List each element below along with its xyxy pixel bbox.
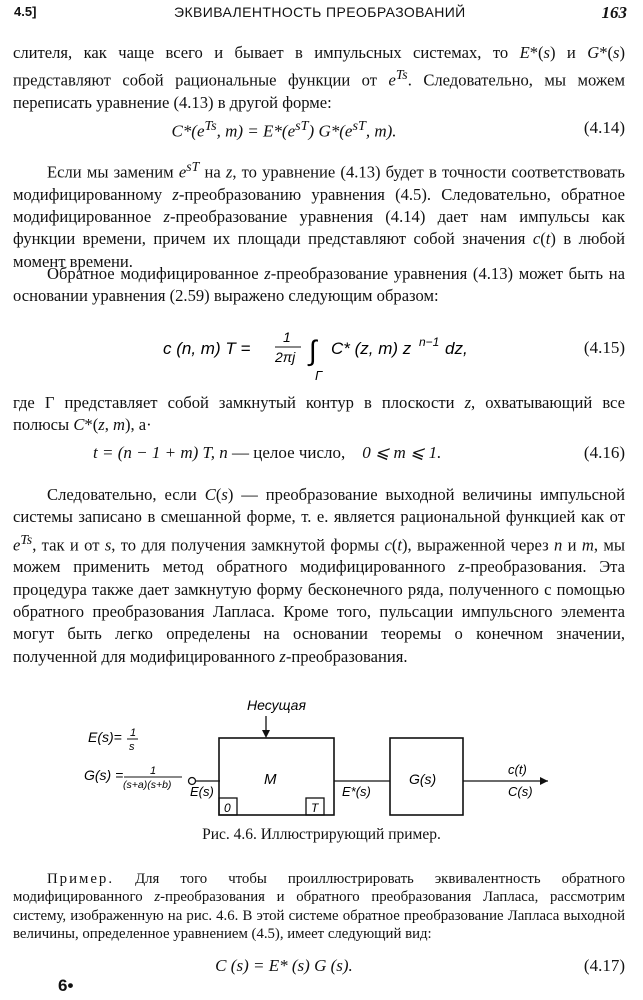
page-number: 163	[601, 3, 627, 22]
svg-text:n−1: n−1	[419, 335, 440, 349]
estar-label: E*(s)	[342, 784, 371, 799]
output-bottom-label: C(s)	[508, 784, 533, 799]
paragraph-2: Если мы заменим $e^{sT}$ на z, то уравнение (4.13) будет в точности соответствовать модифицированному z-преобразованию уравнения (4.5). Следовательно, обратное модифицированное z-преобразование уравнения (4.14) дает нам импульсы как функции времени, причем их площади представляют собой значения c(t) в любой момент времени.	[13, 159, 625, 271]
carrier-label: Несущая	[247, 697, 306, 713]
equation-4-17: C (s) = E* (s) G (s). (4.17)	[215, 956, 625, 975]
paragraph-1: слителя, как чаще всего и бывает в импульсных системах, то E*(s) и G*(s) представляют собой рациональные функции от $e^{Ts}$. Следовательно, мы можем переписать уравнение (4.13) в другой форме:	[13, 43, 626, 113]
e-def-den: s	[129, 741, 135, 753]
g-def-num: 1	[150, 765, 157, 777]
block-m-label: M	[264, 771, 277, 788]
paragraph-5: Следовательно, если C(s) — преобразование выходной величины импульсной системы записано в смешанной форме, т. е. является рациональной функцией как от $e^{Ts}$, так и от s, то для получения замкнутой формы c(t), выраженной через n и m, мы можем применить метод обратного модифицированного z-преобразования. Эта процедура также дает замкнутую форму бесконечного ряда, полученного с помощью обратного преобразования Лапласа. Кроме того, пульсации импульсного элемента могут быть легко определены на основании теоремы о конечном значении, полученной для модифицированного z-преобразования.	[13, 485, 626, 666]
e-def-num: 1	[130, 727, 137, 739]
signature-mark: 6•	[58, 976, 74, 995]
svg-text:dz,: dz,	[445, 339, 468, 358]
equation-4-14: $C*(e^{Ts}$, $m) = E*(e^{sT})$ $G*(e^{sT}$, m). (4.14)	[171, 118, 625, 141]
svg-text:1: 1	[283, 329, 291, 345]
svg-text:C* (z, m) z: C* (z, m) z	[331, 339, 412, 358]
corner-right-label: T	[311, 801, 319, 815]
corner-left-label: 0	[224, 801, 231, 815]
equation-number: (4.14)	[583, 118, 625, 137]
inverse-z-integral	[163, 326, 633, 382]
g-def-den: (s+a)(s+b)	[123, 779, 172, 791]
output-arrowhead	[540, 777, 548, 785]
paragraph-3: Обратное модифицированное z-преобразование уравнения (4.13) может быть на основании уравнения (2.59) выражено следующим образом:	[13, 264, 626, 306]
section-number: 4.5]	[14, 4, 37, 19]
figure-caption: Рис. 4.6. Иллюстрирующий пример.	[202, 826, 441, 843]
eq416-text: — целое число,	[231, 443, 346, 462]
block-diagram	[0, 694, 643, 824]
equation-4-16: t = (n − 1 + m) T, n — целое число, 0 ⩽ m ⩽ 1. (4.16)	[93, 443, 625, 462]
e-def-label: E(s)=	[88, 729, 122, 745]
paragraph-4: где Γ представляет собой замкнутый контур в плоскости z, охватывающий все полюсы C*(z, m), а·	[13, 393, 625, 435]
page-header	[14, 4, 627, 26]
output-top-label: c(t)	[508, 762, 527, 777]
g-def-label: G(s) =	[84, 767, 124, 783]
svg-text:c (n, m) T =: c (n, m) T =	[163, 339, 251, 358]
paragraph-6: Пример. Для того чтобы проиллюстрировать эквивалентность обратного модифицированного z-преобразования и обратного преобразования Лапласа, рассмотрим систему, изображенную на рис. 4.6. В этой системе обратное преобразование Лапласа выходной величины, определенное уравнением (4.5), имеет следующий вид:	[13, 871, 625, 942]
equation-4-15	[13, 330, 625, 380]
equation-number: (4.17)	[583, 956, 625, 975]
svg-text:Γ: Γ	[315, 368, 323, 382]
svg-text:∫: ∫	[309, 335, 317, 366]
svg-text:2πj: 2πj	[275, 349, 296, 365]
input-label: E(s)	[190, 784, 214, 799]
block-g-label: G(s)	[409, 771, 437, 787]
carrier-arrowhead	[262, 730, 270, 738]
running-title: ЭКВИВАЛЕНТНОСТЬ ПРЕОБРАЗОВАНИЙ	[174, 4, 466, 20]
equation-number: (4.15)	[583, 338, 625, 357]
equation-number: (4.16)	[583, 443, 625, 462]
